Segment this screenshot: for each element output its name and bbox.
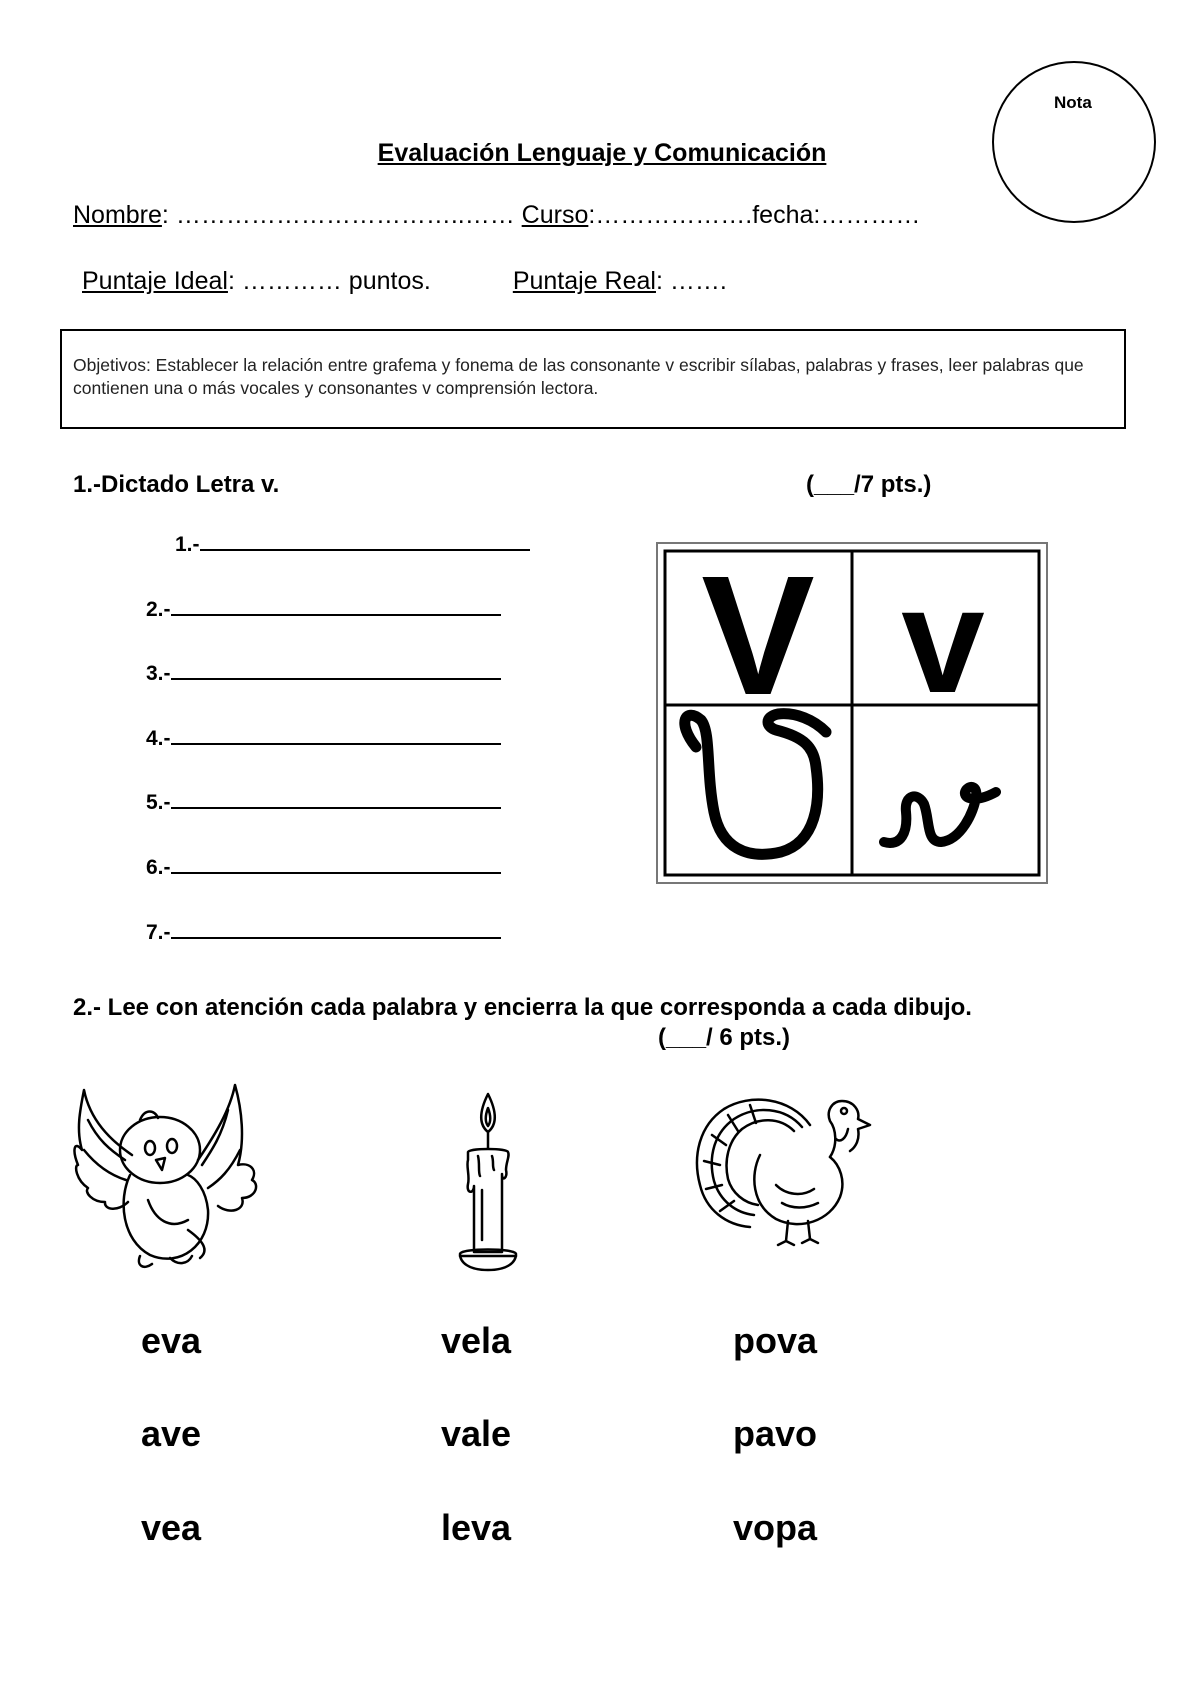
section1-points: (___/7 pts.) xyxy=(806,471,932,498)
word-option[interactable]: pova xyxy=(733,1320,818,1361)
curso-label: Curso xyxy=(521,201,589,229)
dictation-number: 6.- xyxy=(146,856,171,879)
puntaje-real-label: Puntaje Real xyxy=(512,267,656,295)
student-info-line xyxy=(73,201,920,230)
word-option[interactable]: vea xyxy=(141,1507,202,1548)
word-option[interactable]: vopa xyxy=(733,1507,818,1548)
word-option[interactable]: vela xyxy=(441,1320,512,1361)
dictation-line-1[interactable] xyxy=(175,531,530,557)
letter-v-card xyxy=(656,542,1048,884)
word-option[interactable]: vale xyxy=(441,1413,512,1454)
word-option[interactable]: eva xyxy=(141,1320,202,1361)
section2-title: 2.- Lee con atención cada palabra y encierra la que corresponda a cada dibujo. xyxy=(73,994,972,1021)
word-option[interactable]: leva xyxy=(441,1507,512,1548)
lowercase-v: v xyxy=(901,556,985,724)
uppercase-v: V xyxy=(701,542,815,731)
turkey-icon xyxy=(690,1085,880,1255)
section2-points: (___/ 6 pts.) xyxy=(658,1024,791,1051)
curso-fecha-field[interactable]: :……………….fecha:………… xyxy=(588,201,921,229)
nombre-label: Nombre xyxy=(73,201,162,229)
dictation-line-6[interactable] xyxy=(146,854,501,880)
dictation-line-5[interactable] xyxy=(146,789,501,815)
dictation-number: 7.- xyxy=(146,921,171,944)
dictation-number: 3.- xyxy=(146,662,171,685)
bird-icon xyxy=(70,1080,280,1280)
puntaje-ideal-label: Puntaje Ideal xyxy=(82,267,228,295)
dictation-number: 5.- xyxy=(146,791,171,814)
word-option[interactable]: ave xyxy=(141,1413,202,1454)
objectives-text: Objetivos: Establecer la relación entre grafema y fonema de las consonante v escribir sílabas, palabras y frases, leer palabras que contienen una o más vocales y consonantes v comprensión lectora. xyxy=(73,355,1084,398)
dictation-number: 1.- xyxy=(175,533,200,556)
puntaje-real-field[interactable]: : ……. xyxy=(655,267,727,295)
dictation-number: 4.- xyxy=(146,727,171,750)
section1-title: 1.-Dictado Letra v. xyxy=(73,471,280,498)
dictation-line-7[interactable] xyxy=(146,919,501,945)
dictation-line-2[interactable] xyxy=(146,596,501,622)
candle-icon xyxy=(448,1090,528,1280)
word-option[interactable]: pavo xyxy=(733,1413,818,1454)
page-title: Evaluación Lenguaje y Comunicación xyxy=(377,139,827,167)
grade-label: Nota xyxy=(1054,93,1092,112)
puntaje-ideal-field[interactable]: : ………… puntos. xyxy=(227,267,431,295)
score-line xyxy=(82,267,727,296)
dictation-line-3[interactable] xyxy=(146,660,501,686)
dictation-line-4[interactable] xyxy=(146,725,501,751)
nombre-field[interactable]: : ……………………………..…… xyxy=(161,201,522,229)
dictation-number: 2.- xyxy=(146,598,171,621)
